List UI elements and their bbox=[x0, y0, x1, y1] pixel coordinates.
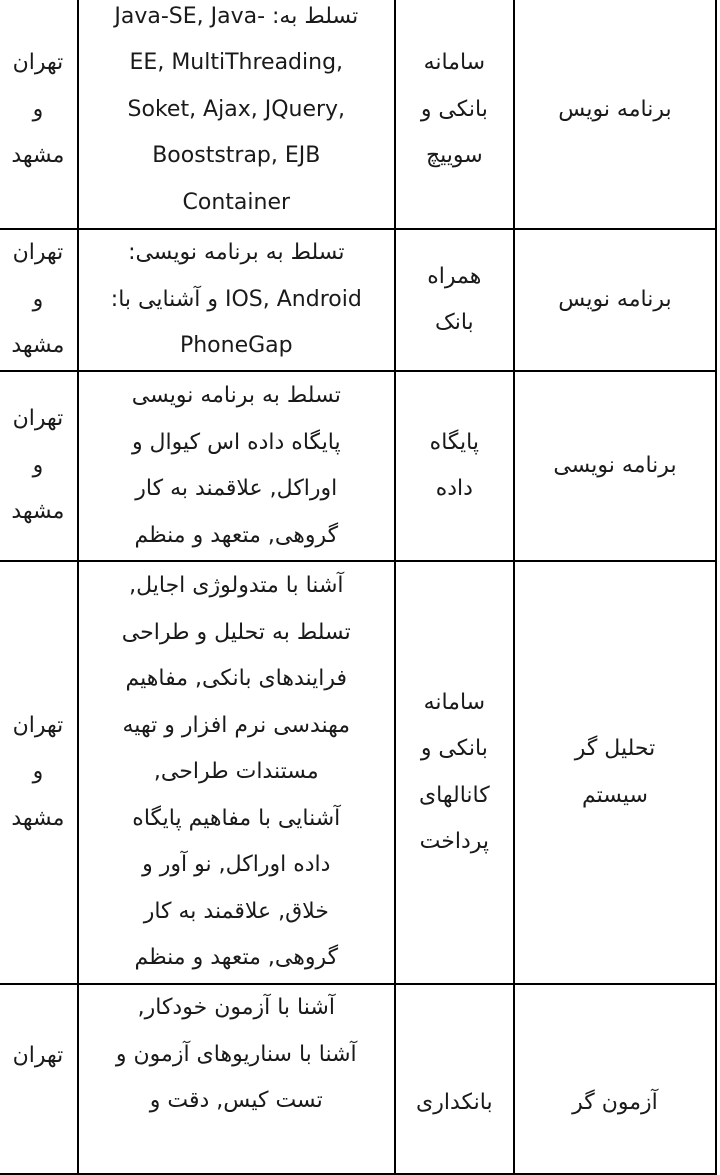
job-field-cell bbox=[395, 229, 514, 371]
job-city-line: تهران bbox=[12, 240, 64, 266]
job-skills-line: آشنا با آزمون خودکار, bbox=[137, 995, 335, 1020]
job-skills-line: تسلط به تحلیل و طراحی bbox=[121, 619, 351, 645]
job-skills-line: Booststrap, EJB bbox=[152, 143, 321, 169]
job-city-cell bbox=[0, 0, 78, 229]
job-field-line: بانکی و bbox=[420, 96, 488, 122]
job-field-line: سوییچ bbox=[425, 143, 483, 169]
job-city-cell bbox=[0, 371, 78, 561]
job-city-line: مشهد bbox=[11, 805, 65, 831]
job-skills-line: گروهی, متعهد و منظم bbox=[134, 522, 339, 548]
job-skills-line: تسلط به: -Java-SE, Java bbox=[114, 3, 359, 29]
job-skills-line: IOS, Android و آشنایی با: bbox=[110, 286, 362, 312]
job-field-line: پرداخت bbox=[419, 829, 490, 854]
job-city-cell bbox=[0, 561, 78, 984]
job-skills-line: EE, MultiThreading, bbox=[129, 50, 344, 76]
job-field-line: بانکی و bbox=[420, 736, 488, 761]
job-title-line: برنامه نویس bbox=[558, 286, 672, 312]
job-title-line: برنامه نویس bbox=[558, 96, 672, 122]
job-city-line: مشهد bbox=[11, 143, 65, 169]
job-title-line: برنامه نویسی bbox=[553, 452, 677, 478]
job-title-cell bbox=[514, 371, 716, 561]
job-field-cell bbox=[395, 371, 514, 561]
job-city-line: مشهد bbox=[11, 333, 65, 359]
job-title-line: تحلیل گر bbox=[574, 736, 656, 761]
job-skills-line: فرایندهای بانکی, مفاهیم bbox=[125, 666, 348, 692]
job-field-cell bbox=[395, 984, 514, 1174]
job-skills-line: داده اوراکل, نو آور و bbox=[142, 852, 331, 878]
job-title-line: آزمون گر bbox=[572, 1090, 658, 1115]
job-city-cell bbox=[0, 229, 78, 371]
job-field-line: بانکداری bbox=[416, 1090, 493, 1115]
job-city-line: تهران bbox=[12, 406, 64, 432]
job-skills-line: Soket, Ajax, JQuery, bbox=[127, 96, 346, 122]
table-row bbox=[0, 561, 716, 984]
job-field-cell bbox=[395, 561, 514, 984]
job-skills-line: Container bbox=[182, 189, 291, 215]
job-skills-line: تسلط به برنامه نویسی bbox=[131, 383, 341, 408]
job-title-cell bbox=[514, 229, 716, 371]
job-skills-cell bbox=[78, 0, 395, 229]
job-field-line: پایگاه bbox=[429, 429, 479, 455]
job-city-line: تهران bbox=[12, 1043, 64, 1068]
job-city-line: و bbox=[32, 96, 44, 122]
job-skills-line: پایگاه داده اس کیوال و bbox=[131, 429, 341, 455]
job-field-line: کانالهای bbox=[418, 782, 490, 808]
job-title-cell bbox=[514, 561, 716, 984]
job-skills-line: خلاق, علاقمند به کار bbox=[143, 898, 329, 924]
job-field-line: داده bbox=[435, 476, 473, 501]
job-title-cell bbox=[514, 984, 716, 1174]
job-skills-cell bbox=[78, 229, 395, 371]
job-skills-cell bbox=[78, 371, 395, 561]
job-field-line: سامانه bbox=[423, 689, 486, 715]
job-city-line: و bbox=[32, 759, 44, 785]
job-field-line: همراه bbox=[427, 263, 482, 289]
job-city-line: مشهد bbox=[11, 499, 65, 525]
job-skills-line: گروهی, متعهد و منظم bbox=[134, 945, 339, 971]
job-field-line: بانک bbox=[435, 310, 474, 335]
job-skills-line: آشنایی با مفاهیم پایگاه bbox=[132, 805, 341, 831]
job-skills-line: آشنا با متدولوژی اجایل, bbox=[129, 573, 344, 599]
job-skills-line: مستندات طراحی, bbox=[153, 759, 319, 785]
job-field-line: سامانه bbox=[423, 50, 486, 76]
job-city-line: و bbox=[32, 452, 44, 478]
table-row bbox=[0, 229, 716, 371]
job-title-line: سیستم bbox=[581, 782, 648, 808]
job-city-line: تهران bbox=[12, 50, 64, 76]
table-row bbox=[0, 984, 716, 1174]
job-field-cell bbox=[395, 0, 514, 229]
job-city-line: تهران bbox=[12, 712, 64, 738]
table-row bbox=[0, 0, 716, 229]
job-skills-line: PhoneGap bbox=[179, 333, 293, 359]
job-skills-line: اوراکل, علاقمند به کار bbox=[135, 476, 338, 501]
job-skills-line: تسلط به برنامه نویسی: bbox=[128, 240, 345, 266]
job-title-cell bbox=[514, 0, 716, 229]
table-row bbox=[0, 371, 716, 561]
job-skills-line: مهندسی نرم افزار و تهیه bbox=[122, 712, 351, 738]
job-skills-line: تست کیس, دقت و bbox=[149, 1088, 323, 1113]
job-skills-line: آشنا با سناریوهای آزمون و bbox=[115, 1041, 357, 1067]
job-skills-cell bbox=[78, 984, 395, 1174]
job-city-cell bbox=[0, 984, 78, 1174]
job-city-line: و bbox=[32, 286, 44, 312]
job-skills-cell bbox=[78, 561, 395, 984]
